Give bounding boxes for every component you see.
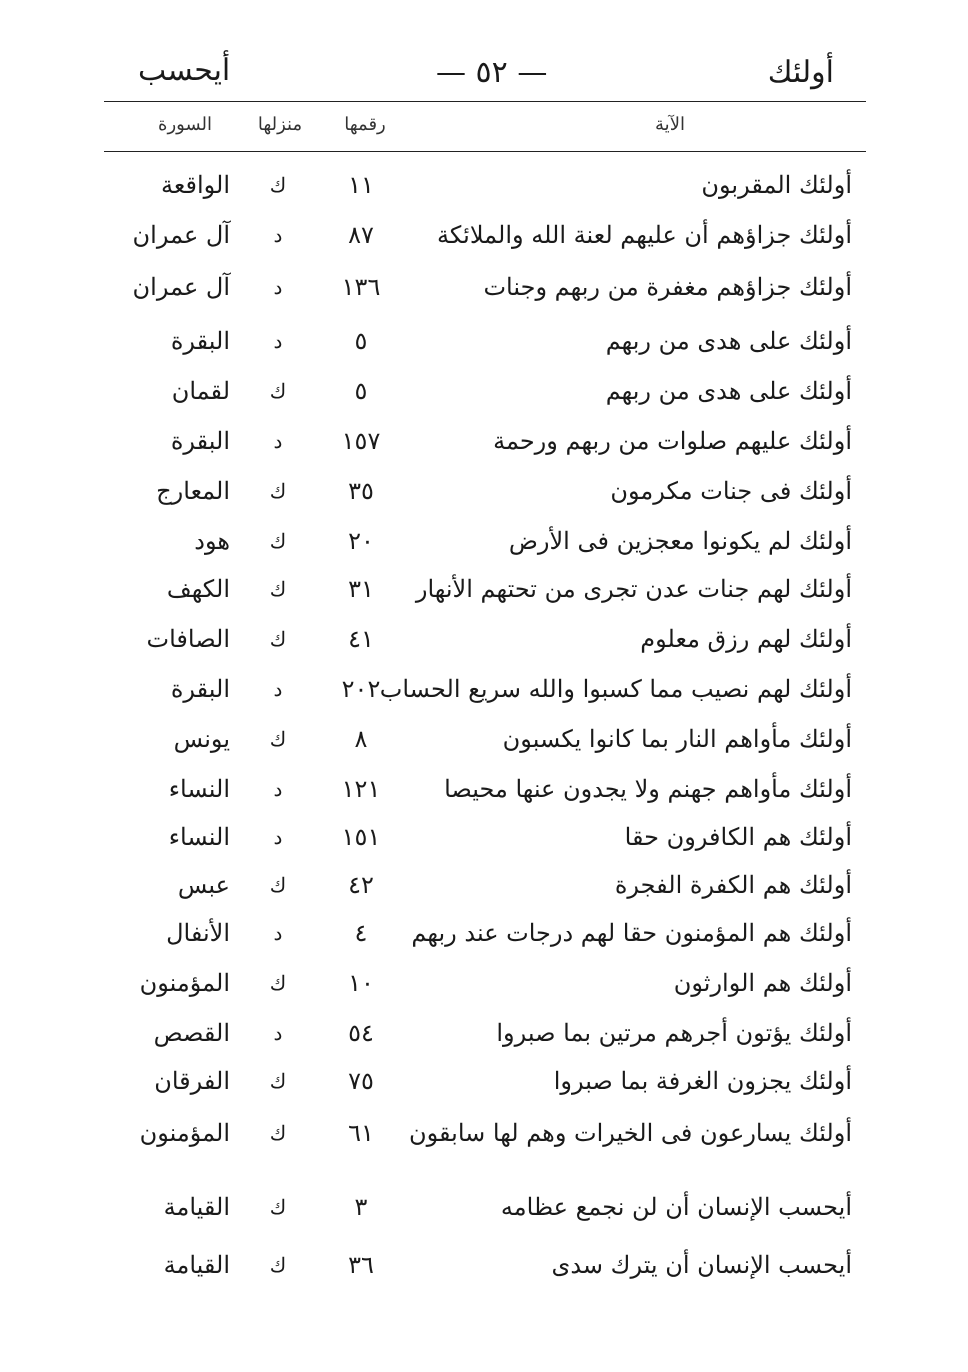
revelation-place: د bbox=[273, 921, 283, 945]
revelation-place: د bbox=[273, 223, 283, 247]
sura-name: البقرة bbox=[170, 675, 230, 703]
verse-number: ٣٦ bbox=[348, 1251, 374, 1279]
verse-text: أولئك لهم رزق معلوم bbox=[640, 625, 852, 653]
table-row bbox=[104, 960, 866, 1006]
sura-name: يونس bbox=[173, 725, 230, 753]
table-row bbox=[104, 1184, 866, 1230]
column-header-place: منزلها bbox=[257, 114, 303, 135]
sura-name: الأنفال bbox=[166, 919, 230, 947]
revelation-place: ك bbox=[269, 479, 287, 503]
verse-text: أولئك لهم نصيب مما كسبوا والله سريع الحساب bbox=[379, 675, 852, 703]
verse-text: أولئك المقربون bbox=[701, 171, 852, 199]
sura-name: عبس bbox=[177, 871, 230, 899]
table-row bbox=[104, 766, 866, 812]
table-row bbox=[104, 666, 866, 712]
verse-number: ٣١ bbox=[348, 575, 374, 603]
revelation-place: ك bbox=[269, 577, 287, 601]
table-row bbox=[104, 566, 866, 612]
verse-number: ٧٥ bbox=[348, 1067, 374, 1095]
verse-text: أولئك يجزون الغرفة بما صبروا bbox=[553, 1067, 852, 1095]
revelation-place: ك bbox=[269, 873, 287, 897]
column-header-number: رقمها bbox=[344, 114, 386, 135]
table-row bbox=[104, 212, 866, 258]
verse-text: أولئك جزاؤهم أن عليهم لعنة الله والملائكة bbox=[437, 221, 852, 249]
verse-text: أولئك هم الكفرة الفجرة bbox=[614, 871, 852, 899]
verse-number: ٥ bbox=[354, 377, 368, 405]
header-rule bbox=[104, 101, 866, 102]
revelation-place: د bbox=[273, 677, 283, 701]
table-row bbox=[104, 862, 866, 908]
sura-name: الصافات bbox=[146, 625, 230, 653]
verse-text: أولئك على هدى من ربهم bbox=[605, 377, 852, 405]
sura-name: النساء bbox=[168, 775, 230, 803]
revelation-place: ك bbox=[269, 173, 287, 197]
verse-text: أولئك لم يكونوا معجزين فى الأرض bbox=[508, 527, 852, 555]
column-header-rule bbox=[104, 151, 866, 152]
page-number: — ٥٢ — bbox=[436, 55, 548, 90]
table-row bbox=[104, 910, 866, 956]
verse-number: ٢٠٢ bbox=[341, 675, 381, 703]
verse-number: ١١ bbox=[348, 171, 374, 199]
verse-text: أيحسب الإنسان أن يترك سدى bbox=[551, 1251, 852, 1279]
revelation-place: د bbox=[273, 275, 283, 299]
column-header-verse: الآية bbox=[655, 114, 685, 135]
verse-number: ١٢١ bbox=[341, 775, 381, 803]
sura-name: هود bbox=[194, 527, 230, 555]
revelation-place: ك bbox=[269, 379, 287, 403]
revelation-place: د bbox=[273, 825, 283, 849]
verse-number: ١٠ bbox=[348, 969, 374, 997]
verse-number: ٣٥ bbox=[348, 477, 374, 505]
verse-text: أولئك هم الوارثون bbox=[673, 969, 852, 997]
revelation-place: د bbox=[273, 329, 283, 353]
verse-text: أولئك يؤتون أجرهم مرتين بما صبروا bbox=[496, 1019, 852, 1047]
revelation-place: د bbox=[273, 1021, 283, 1045]
guide-word-left: أيحسب bbox=[138, 53, 231, 88]
table-row bbox=[104, 1242, 866, 1288]
table-row bbox=[104, 616, 866, 662]
revelation-place: ك bbox=[269, 627, 287, 651]
verse-number: ٥ bbox=[354, 327, 368, 355]
sura-name: النساء bbox=[168, 823, 230, 851]
verse-text: أيحسب الإنسان أن لن نجمع عظامه bbox=[500, 1193, 852, 1221]
verse-text: أولئك جزاؤهم مغفرة من ربهم وجنات bbox=[483, 273, 852, 301]
sura-name: الواقعة bbox=[161, 171, 230, 199]
verse-text: أولئك فى جنات مكرمون bbox=[610, 477, 852, 505]
table-row bbox=[104, 264, 866, 310]
sura-name: البقرة bbox=[170, 327, 230, 355]
column-header-sura: السورة bbox=[158, 114, 212, 135]
table-row bbox=[104, 318, 866, 364]
table-row bbox=[104, 1110, 866, 1156]
revelation-place: ك bbox=[269, 727, 287, 751]
table-row bbox=[104, 1058, 866, 1104]
verse-text: أولئك هم المؤمنون حقا لهم درجات عند ربهم bbox=[411, 919, 852, 947]
sura-name: المؤمنون bbox=[139, 1119, 230, 1147]
verse-number: ١٣٦ bbox=[341, 273, 381, 301]
verse-text: أولئك عليهم صلوات من ربهم ورحمة bbox=[493, 427, 852, 455]
verse-number: ٤٢ bbox=[348, 871, 374, 899]
verse-number: ١٥٧ bbox=[341, 427, 381, 455]
table-row bbox=[104, 814, 866, 860]
verse-number: ٨ bbox=[354, 725, 368, 753]
verse-number: ٣ bbox=[354, 1193, 368, 1221]
table-row bbox=[104, 368, 866, 414]
table-row bbox=[104, 518, 866, 564]
sura-name: القيامة bbox=[163, 1251, 230, 1279]
sura-name: البقرة bbox=[170, 427, 230, 455]
sura-name: القصص bbox=[153, 1019, 230, 1047]
verse-number: ٨٧ bbox=[348, 221, 374, 249]
revelation-place: د bbox=[273, 429, 283, 453]
revelation-place: ك bbox=[269, 529, 287, 553]
table-row bbox=[104, 418, 866, 464]
revelation-place: ك bbox=[269, 1253, 287, 1277]
revelation-place: ك bbox=[269, 1121, 287, 1145]
sura-name: الكهف bbox=[166, 575, 230, 603]
table-row bbox=[104, 468, 866, 514]
revelation-place: ك bbox=[269, 971, 287, 995]
verse-text: أولئك لهم جنات عدن تجرى من تحتهم الأنهار bbox=[415, 575, 852, 603]
revelation-place: د bbox=[273, 777, 283, 801]
guide-word-right: أولئك bbox=[767, 55, 834, 90]
verse-number: ٤١ bbox=[348, 625, 374, 653]
verse-number: ٦١ bbox=[348, 1119, 374, 1147]
table-row bbox=[104, 1010, 866, 1056]
verse-number: ٤ bbox=[354, 919, 368, 947]
revelation-place: ك bbox=[269, 1069, 287, 1093]
verse-text: أولئك مأواهم النار بما كانوا يكسبون bbox=[502, 725, 852, 753]
sura-name: آل عمران bbox=[132, 221, 230, 249]
verse-number: ١٥١ bbox=[341, 823, 381, 851]
sura-name: المعارج bbox=[156, 477, 230, 505]
verse-number: ٢٠ bbox=[348, 527, 374, 555]
table-row bbox=[104, 162, 866, 208]
verse-text: أولئك على هدى من ربهم bbox=[605, 327, 852, 355]
sura-name: آل عمران bbox=[132, 273, 230, 301]
revelation-place: ك bbox=[269, 1195, 287, 1219]
table-row bbox=[104, 716, 866, 762]
sura-name: المؤمنون bbox=[139, 969, 230, 997]
sura-name: الفرقان bbox=[154, 1067, 230, 1095]
sura-name: لقمان bbox=[171, 377, 230, 405]
sura-name: القيامة bbox=[163, 1193, 230, 1221]
verse-text: أولئك مأواهم جهنم ولا يجدون عنها محيصا bbox=[444, 775, 852, 803]
verse-text: أولئك هم الكافرون حقا bbox=[624, 823, 852, 851]
verse-number: ٥٤ bbox=[348, 1019, 374, 1047]
verse-text: أولئك يسارعون فى الخيرات وهم لها سابقون bbox=[408, 1119, 852, 1147]
